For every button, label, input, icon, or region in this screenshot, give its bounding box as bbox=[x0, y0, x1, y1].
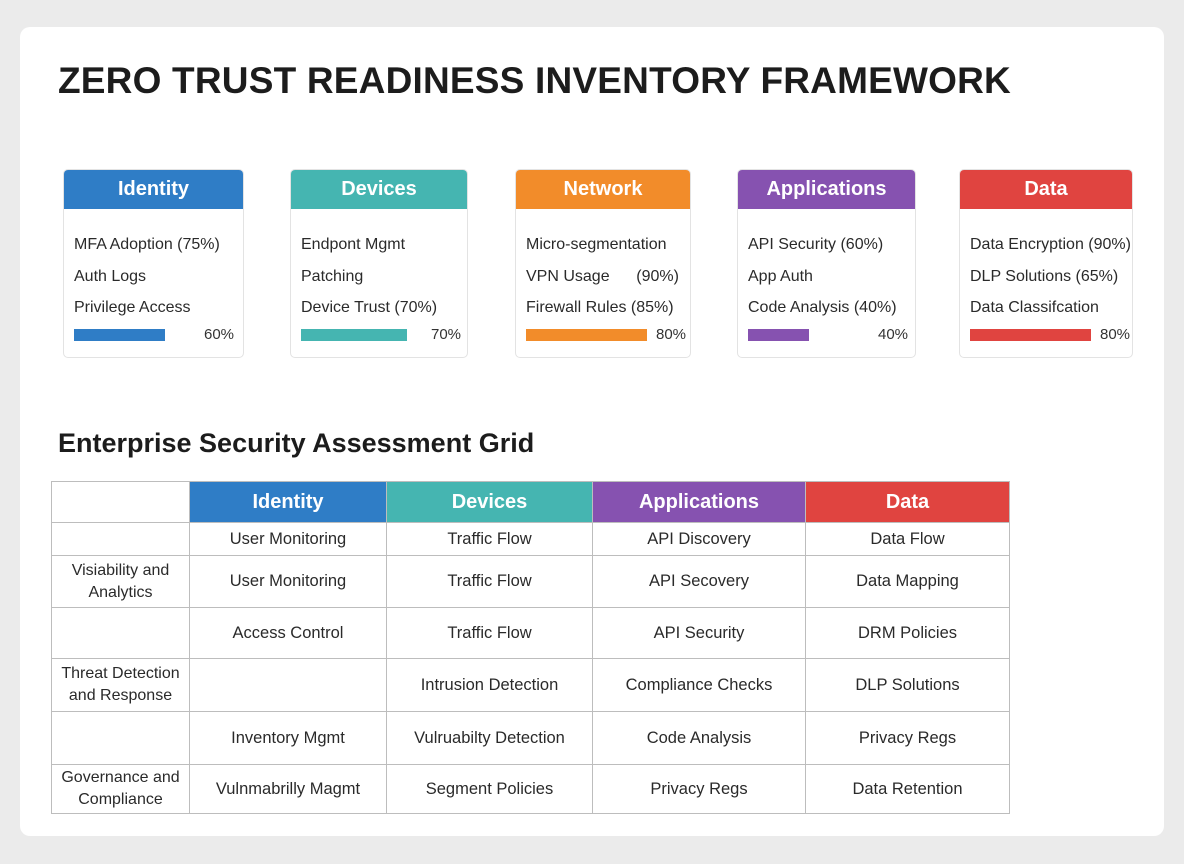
card-item: Privilege Access bbox=[74, 299, 191, 316]
column-header-identity: Identity bbox=[190, 482, 387, 523]
grid-cell: User Monitoring bbox=[190, 523, 387, 556]
card-title: Devices bbox=[341, 178, 417, 200]
card-item: Data Classifcation bbox=[970, 299, 1099, 316]
progress-track bbox=[526, 329, 647, 341]
table-row bbox=[52, 712, 1010, 765]
card-title: Data bbox=[1024, 178, 1068, 200]
progress-track bbox=[74, 329, 195, 341]
grid-cell: Traffic Flow bbox=[387, 608, 593, 659]
progress-track bbox=[970, 329, 1091, 341]
card-item: Endpont Mgmt bbox=[301, 236, 406, 253]
grid-cell bbox=[190, 659, 387, 712]
card-title: Network bbox=[563, 178, 643, 200]
column-header-devices: Devices bbox=[387, 482, 593, 523]
grid-cell: Intrusion Detection bbox=[387, 659, 593, 712]
column-header-applications: Applications bbox=[593, 482, 806, 523]
row-label: Threat Detection and Response bbox=[52, 659, 190, 712]
table-row bbox=[52, 608, 1010, 659]
table-row bbox=[52, 523, 1010, 556]
card-progress bbox=[74, 326, 234, 343]
grid-cell: Vulruabilty Detection bbox=[387, 712, 593, 765]
grid-cell: Access Control bbox=[190, 608, 387, 659]
progress-fill bbox=[526, 329, 647, 341]
grid-cell: User Monitoring bbox=[190, 556, 387, 608]
progress-label: 80% bbox=[656, 326, 687, 343]
card-item: API Security (60%) bbox=[748, 236, 884, 253]
card-progress bbox=[301, 326, 461, 343]
card-item: MFA Adoption (75%) bbox=[74, 236, 220, 253]
card-data bbox=[959, 169, 1133, 358]
card-identity bbox=[63, 169, 244, 358]
progress-label: 40% bbox=[878, 326, 909, 343]
grid-cell: API Secovery bbox=[593, 556, 806, 608]
card-network bbox=[515, 169, 691, 358]
row-label: Visiability and Analytics bbox=[52, 556, 190, 608]
card-item: VPN Usage (90%) bbox=[526, 267, 679, 285]
progress-label: 70% bbox=[431, 326, 462, 343]
card-network-header bbox=[516, 170, 690, 209]
card-progress bbox=[526, 326, 686, 343]
card-item: Code Analysis (40%) bbox=[748, 299, 897, 316]
card-applications bbox=[737, 169, 916, 358]
row-label bbox=[52, 523, 190, 556]
card-item: Data Encryption (90%) bbox=[970, 236, 1131, 253]
progress-track bbox=[301, 329, 422, 341]
card-item: Micro-segmentation bbox=[526, 236, 667, 253]
grid-cell: Traffic Flow bbox=[387, 556, 593, 608]
grid-title: Enterprise Security Assessment Grid bbox=[58, 428, 535, 458]
progress-fill bbox=[301, 329, 407, 341]
table-row bbox=[52, 659, 1010, 712]
grid-cell: DRM Policies bbox=[806, 608, 1010, 659]
progress-fill bbox=[748, 329, 809, 341]
progress-fill bbox=[970, 329, 1091, 341]
card-devices-header bbox=[291, 170, 467, 209]
progress-track bbox=[748, 329, 869, 341]
progress-label: 80% bbox=[1100, 326, 1131, 343]
card-item: App Auth bbox=[748, 267, 813, 285]
card-item: Device Trust (70%) bbox=[301, 299, 438, 316]
card-item: Patching bbox=[301, 267, 364, 285]
page-title: ZERO TRUST READINESS INVENTORY FRAMEWORK bbox=[58, 60, 1011, 101]
grid-cell: Traffic Flow bbox=[387, 523, 593, 556]
card-title: Applications bbox=[766, 178, 887, 200]
table-row bbox=[52, 765, 1010, 814]
assessment-grid bbox=[51, 481, 1010, 814]
card-progress bbox=[970, 326, 1130, 343]
grid-cell: Code Analysis bbox=[593, 712, 806, 765]
grid-cell: Vulnmabrilly Magmt bbox=[190, 765, 387, 814]
card-item: DLP Solutions (65%) bbox=[970, 267, 1119, 285]
row-label bbox=[52, 608, 190, 659]
grid-corner-cell bbox=[52, 482, 190, 523]
grid-cell: Privacy Regs bbox=[593, 765, 806, 814]
grid-cell: Data Mapping bbox=[806, 556, 1010, 608]
card-devices bbox=[290, 169, 468, 358]
card-data-header bbox=[960, 170, 1132, 209]
grid-cell: Compliance Checks bbox=[593, 659, 806, 712]
grid-cell: Segment Policies bbox=[387, 765, 593, 814]
progress-fill bbox=[74, 329, 165, 341]
grid-cell: Inventory Mgmt bbox=[190, 712, 387, 765]
card-title: Identity bbox=[117, 178, 190, 200]
grid-cell: Data Flow bbox=[806, 523, 1010, 556]
grid-cell: API Discovery bbox=[593, 523, 806, 556]
card-progress bbox=[748, 326, 908, 343]
card-item: Firewall Rules (85%) bbox=[526, 299, 674, 316]
card-applications-header bbox=[738, 170, 915, 209]
row-label: Governance and Compliance bbox=[52, 765, 190, 814]
grid-cell: DLP Solutions bbox=[806, 659, 1010, 712]
card-item: Auth Logs bbox=[74, 267, 147, 285]
grid-cell: Data Retention bbox=[806, 765, 1010, 814]
column-header-data: Data bbox=[806, 482, 1010, 523]
row-label bbox=[52, 712, 190, 765]
progress-label: 60% bbox=[204, 326, 235, 343]
table-row bbox=[52, 556, 1010, 608]
grid-cell: API Security bbox=[593, 608, 806, 659]
grid-cell: Privacy Regs bbox=[806, 712, 1010, 765]
card-identity-header bbox=[64, 170, 243, 209]
